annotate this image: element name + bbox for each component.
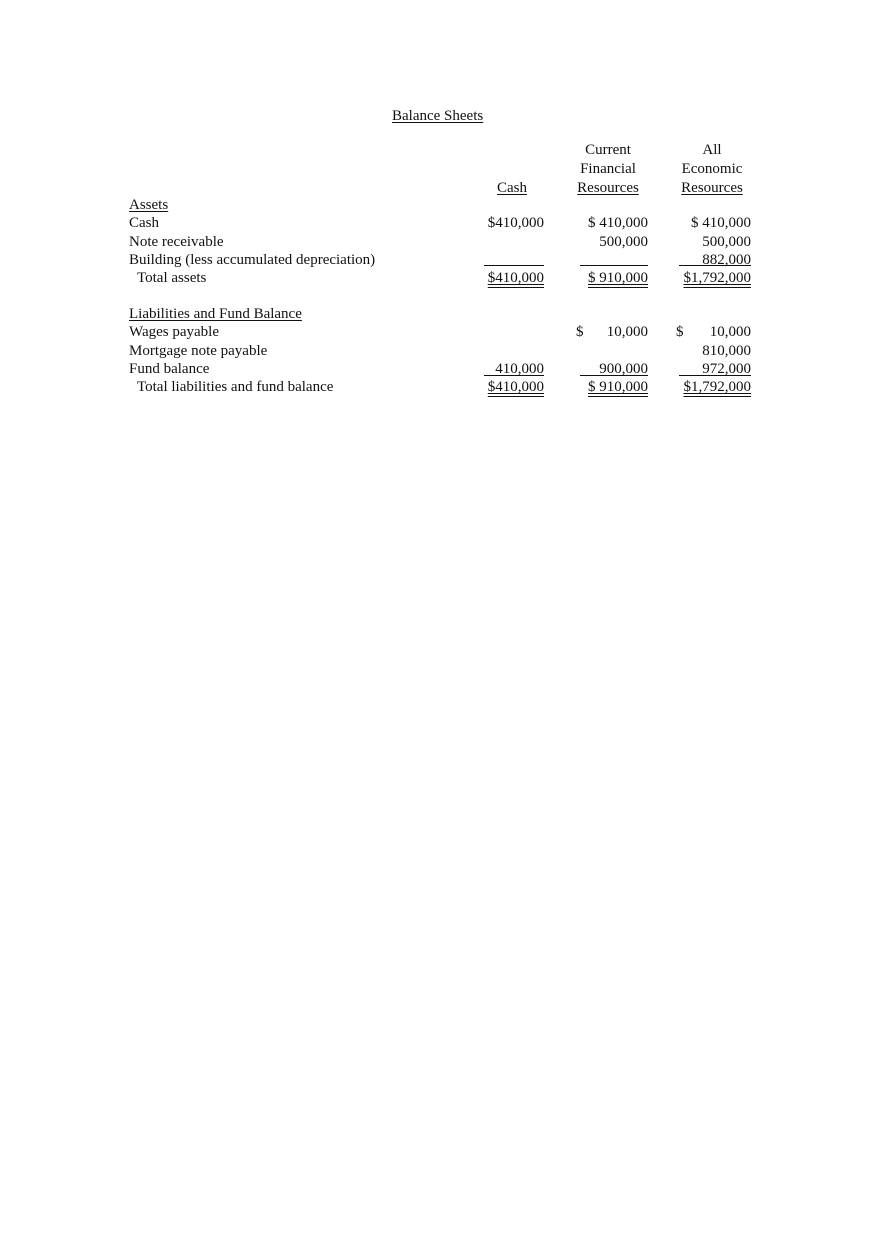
row-label-total: Total assets bbox=[137, 270, 207, 286]
cfr-dollar-sign: $ bbox=[576, 324, 584, 340]
row-label-total: Total liabilities and fund balance bbox=[137, 379, 334, 395]
aer-value: $ 410,000 bbox=[691, 215, 751, 231]
row-label: Mortgage note payable bbox=[129, 343, 268, 359]
rule-aer bbox=[679, 265, 751, 266]
liabilities-heading: Liabilities and Fund Balance bbox=[129, 306, 302, 322]
page-title: Balance Sheets bbox=[392, 108, 484, 124]
cfr-value: 500,000 bbox=[599, 234, 648, 250]
column-header-aer-line2: Economic bbox=[681, 161, 743, 177]
aer-value: 972,000 bbox=[702, 361, 751, 377]
aer-value: 810,000 bbox=[702, 343, 751, 359]
cfr-value: 10,000 bbox=[606, 324, 648, 340]
rule-aer bbox=[679, 375, 751, 376]
aer-value: 500,000 bbox=[702, 234, 751, 250]
row-label: Note receivable bbox=[129, 234, 224, 250]
row-label: Cash bbox=[129, 215, 159, 231]
rule-cfr bbox=[580, 375, 648, 376]
aer-total: $1,792,000 bbox=[683, 379, 751, 395]
column-header-cash: Cash bbox=[497, 180, 527, 196]
cash-value: $410,000 bbox=[487, 215, 544, 231]
aer-value: 10,000 bbox=[709, 324, 751, 340]
rule-cash bbox=[484, 375, 544, 376]
cash-value: 410,000 bbox=[495, 361, 544, 377]
aer-value: 882,000 bbox=[702, 252, 751, 268]
aer-dollar-sign: $ bbox=[676, 324, 684, 340]
rule-cash bbox=[484, 265, 544, 266]
column-header-aer-line1: All bbox=[702, 142, 722, 158]
cfr-total: $ 910,000 bbox=[588, 379, 648, 395]
row-label: Building (less accumulated depreciation) bbox=[129, 252, 376, 268]
aer-total: $1,792,000 bbox=[683, 270, 751, 286]
assets-heading: Assets bbox=[129, 197, 169, 213]
cfr-total: $ 910,000 bbox=[588, 270, 648, 286]
column-header-aer-line3: Resources bbox=[681, 180, 743, 196]
cash-total: $410,000 bbox=[487, 270, 544, 286]
column-header-cfr-line2: Financial bbox=[580, 161, 636, 177]
row-label: Wages payable bbox=[129, 324, 219, 340]
rule-cfr bbox=[580, 265, 648, 266]
row-label: Fund balance bbox=[129, 361, 210, 377]
column-header-cfr-line3: Resources bbox=[577, 180, 639, 196]
column-header-cfr-line1: Current bbox=[585, 142, 631, 158]
cash-total: $410,000 bbox=[487, 379, 544, 395]
cfr-value: 900,000 bbox=[599, 361, 648, 377]
cfr-value: $ 410,000 bbox=[588, 215, 648, 231]
